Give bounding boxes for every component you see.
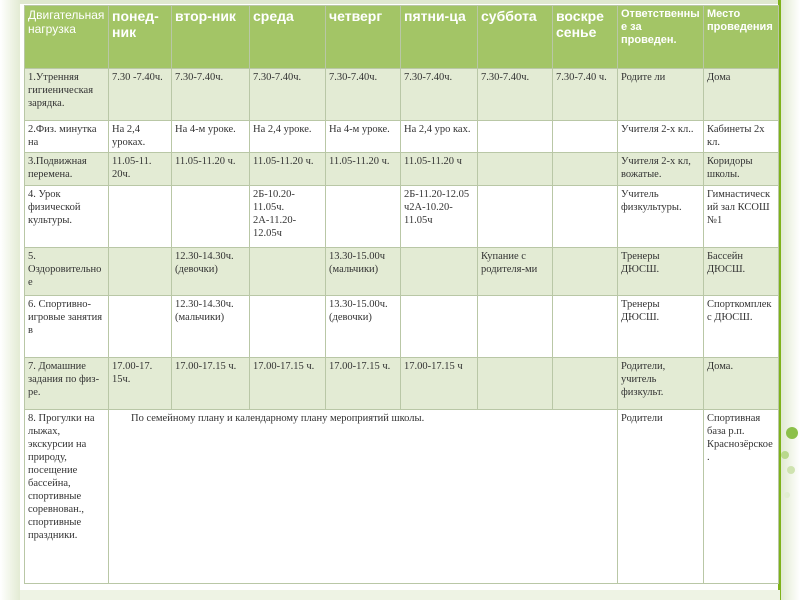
header-monday: понед-ник xyxy=(109,6,172,69)
header-wednesday: среда xyxy=(250,6,326,69)
schedule-table xyxy=(24,5,779,584)
cell-saturday xyxy=(478,296,553,358)
cell-activity: 4. Урок физической культуры. xyxy=(25,186,109,248)
cell-responsible: Учитель физкультуры. xyxy=(618,186,704,248)
cell-monday: 7.30 -7.40ч. xyxy=(109,69,172,121)
cell-friday: На 2,4 уро ках. xyxy=(401,121,478,153)
table-row xyxy=(25,248,779,296)
cell-sunday xyxy=(553,296,618,358)
cell-wednesday: 2Б-10.20-11.05ч. 2А-11.20-12.05ч xyxy=(250,186,326,248)
slide-bottom-border xyxy=(20,590,780,600)
cell-wednesday: 11.05-11.20 ч. xyxy=(250,153,326,186)
slide-right-border xyxy=(780,0,800,600)
decor-dot xyxy=(787,466,795,474)
cell-thursday: На 4-м уроке. xyxy=(326,121,401,153)
cell-place: Спортивная база р.п. Краснозёрское. xyxy=(704,410,779,584)
cell-tuesday: 12.30-14.30ч.(мальчики) xyxy=(172,296,250,358)
cell-activity: 6. Спортивно-игровые занятия в xyxy=(25,296,109,358)
cell-activity: 2.Физ. минутка на xyxy=(25,121,109,153)
cell-tuesday: На 4-м уроке. xyxy=(172,121,250,153)
header-responsible: Ответственные за проведен. xyxy=(618,6,704,69)
cell-responsible: Родите ли xyxy=(618,69,704,121)
header-saturday: суббота xyxy=(478,6,553,69)
cell-wednesday: На 2,4 уроке. xyxy=(250,121,326,153)
cell-tuesday: 12.30-14.30ч.(девочки) xyxy=(172,248,250,296)
cell-friday: 17.00-17.15 ч xyxy=(401,358,478,410)
cell-responsible: Тренеры ДЮСШ. xyxy=(618,296,704,358)
cell-sunday xyxy=(553,153,618,186)
cell-monday: 17.00-17. 15ч. xyxy=(109,358,172,410)
cell-saturday: 7.30-7.40ч. xyxy=(478,69,553,121)
table-row xyxy=(25,410,779,584)
table-row xyxy=(25,358,779,410)
cell-monday xyxy=(109,186,172,248)
cell-activity: 3.Подвижная перемена. xyxy=(25,153,109,186)
cell-wednesday xyxy=(250,248,326,296)
cell-thursday: 11.05-11.20 ч. xyxy=(326,153,401,186)
cell-activity: 7. Домашние задания по физ-ре. xyxy=(25,358,109,410)
cell-tuesday: 11.05-11.20 ч. xyxy=(172,153,250,186)
cell-thursday: 17.00-17.15 ч. xyxy=(326,358,401,410)
cell-monday: 11.05-11. 20ч. xyxy=(109,153,172,186)
cell-activity: 8. Прогулки на лыжах, экскурсии на природу, посещение бассейна, спортивные соревнован., спортивные праздники. xyxy=(25,410,109,584)
cell-thursday xyxy=(326,186,401,248)
cell-wednesday xyxy=(250,296,326,358)
slide-top-border xyxy=(0,0,800,4)
cell-friday xyxy=(401,296,478,358)
cell-sunday xyxy=(553,248,618,296)
cell-saturday xyxy=(478,153,553,186)
cell-saturday xyxy=(478,186,553,248)
cell-place: Кабинеты 2х кл. xyxy=(704,121,779,153)
cell-place: Спорткомплекс ДЮСШ. xyxy=(704,296,779,358)
table-row xyxy=(25,69,779,121)
cell-place: Дома xyxy=(704,69,779,121)
cell-sunday xyxy=(553,186,618,248)
table-row xyxy=(25,186,779,248)
cell-monday xyxy=(109,296,172,358)
table-row xyxy=(25,121,779,153)
decor-dot xyxy=(784,492,790,498)
slide-left-border xyxy=(0,0,20,600)
table-row xyxy=(25,153,779,186)
cell-friday: 2Б-11.20-12.05 ч2А-10.20-11.05ч xyxy=(401,186,478,248)
cell-plan-note: По семейному плану и календарному плану мероприятий школы. xyxy=(109,410,618,584)
cell-place: Дома. xyxy=(704,358,779,410)
cell-thursday: 13.30-15.00ч.(девочки) xyxy=(326,296,401,358)
cell-monday xyxy=(109,248,172,296)
cell-responsible: Родители xyxy=(618,410,704,584)
cell-sunday xyxy=(553,121,618,153)
cell-wednesday: 7.30-7.40ч. xyxy=(250,69,326,121)
header-activity: Двигательная нагрузка xyxy=(25,6,109,69)
cell-sunday: 7.30-7.40 ч. xyxy=(553,69,618,121)
cell-thursday: 13.30-15.00ч (мальчики) xyxy=(326,248,401,296)
decor-dot xyxy=(786,427,798,439)
table-header-row xyxy=(25,6,779,69)
cell-tuesday: 17.00-17.15 ч. xyxy=(172,358,250,410)
cell-monday: На 2,4 уроках. xyxy=(109,121,172,153)
header-place: Место проведения xyxy=(704,6,779,69)
cell-activity: 1.Утренняя гигиеническая зарядка. xyxy=(25,69,109,121)
cell-responsible: Родители, учитель физкульт. xyxy=(618,358,704,410)
cell-friday: 11.05-11.20 ч xyxy=(401,153,478,186)
cell-place: Бассейн ДЮСШ. xyxy=(704,248,779,296)
cell-tuesday xyxy=(172,186,250,248)
cell-responsible: Учителя 2-х кл, вожатые. xyxy=(618,153,704,186)
cell-place: Гимнастический зал КСОШ №1 xyxy=(704,186,779,248)
cell-sunday xyxy=(553,358,618,410)
header-tuesday: втор-ник xyxy=(172,6,250,69)
cell-saturday xyxy=(478,121,553,153)
cell-responsible: Тренеры ДЮСШ. xyxy=(618,248,704,296)
cell-friday: 7.30-7.40ч. xyxy=(401,69,478,121)
header-sunday: воскре сенье xyxy=(553,6,618,69)
cell-place: Коридоры школы. xyxy=(704,153,779,186)
cell-activity: 5. Оздоровительное xyxy=(25,248,109,296)
cell-wednesday: 17.00-17.15 ч. xyxy=(250,358,326,410)
cell-thursday: 7.30-7.40ч. xyxy=(326,69,401,121)
cell-friday xyxy=(401,248,478,296)
cell-tuesday: 7.30-7.40ч. xyxy=(172,69,250,121)
cell-saturday: Купание с родителя-ми xyxy=(478,248,553,296)
table-row xyxy=(25,296,779,358)
decor-dot xyxy=(781,451,789,459)
cell-saturday xyxy=(478,358,553,410)
cell-responsible: Учителя 2-х кл.. xyxy=(618,121,704,153)
header-friday: пятни-ца xyxy=(401,6,478,69)
header-thursday: четверг xyxy=(326,6,401,69)
